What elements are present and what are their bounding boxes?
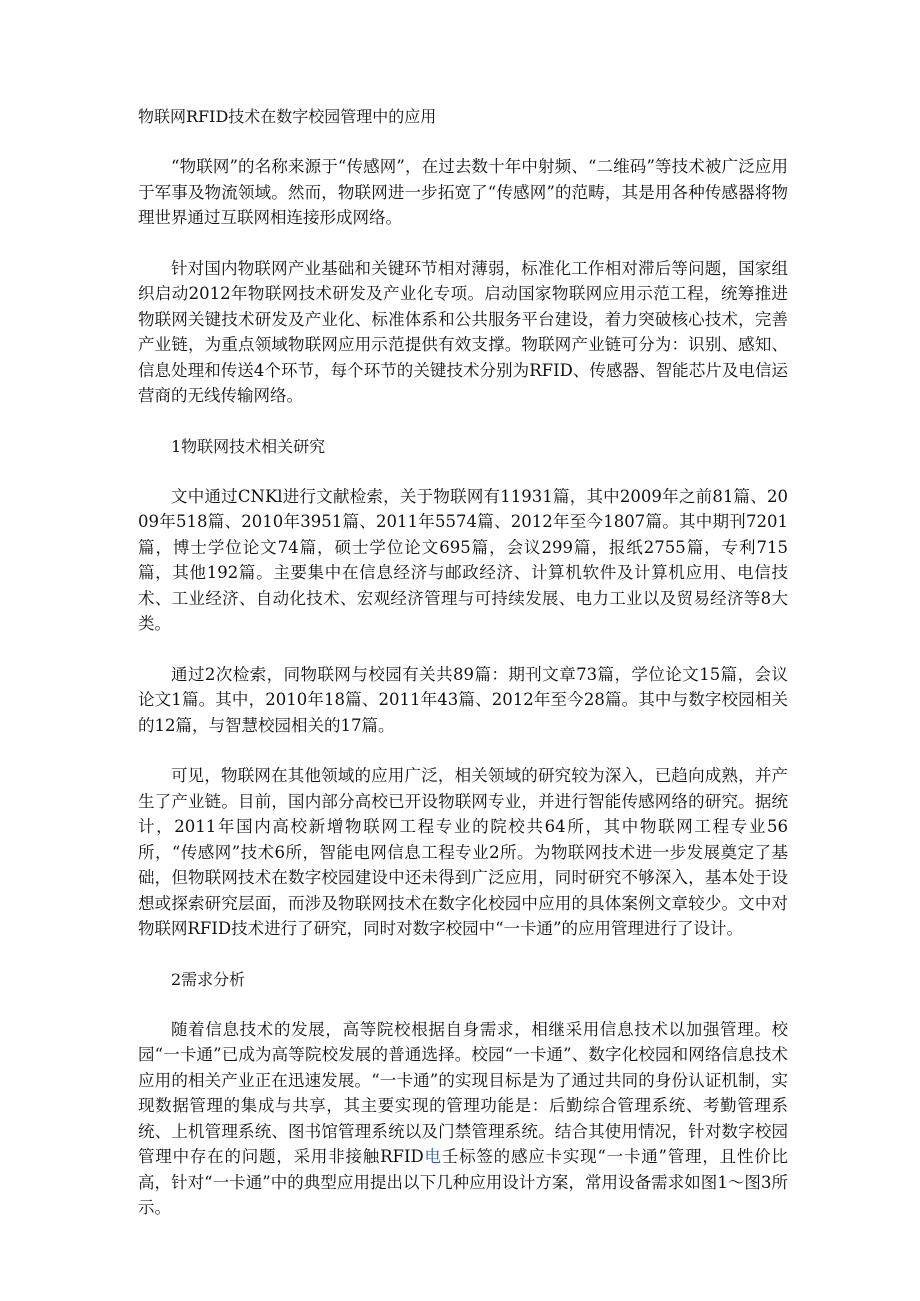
requirement-text-before-link: 随着信息技术的发展，高等院校根据自身需求，相继采用信息技术以加强管理。校园“一卡通”已成为高等院校发展的普通选择。校园“一卡通”、数字化校园和网络信息技术应用的相关产业正在迅速发展。“一卡通”的实现目标是为了通过共同的身份认证机制，实现数据管理的集成与共享，其主要实现的管理功能是：后勤综合管理系统、考勤管理系统、上机管理系统、图书馆管理系统以及门禁管理系统。结合其使用情况，针对数字校园管理中存在的问题，采用非接触RFID <box>138 1019 788 1166</box>
intro-paragraph: “物联网”的名称来源于“传感网”，在过去数十年中射频、“二维码”等技术被广泛应用于军事及物流领域。然而，物联网进一步拓宽了“传感网”的范畴，其是用各种传感器将物理世界通过互联网相连接形成网络。 <box>138 157 788 227</box>
requirement-text-after-link: 壬标签的感应卡实现“一卡通”管理，且性价比高，针对“一卡通”中的典型应用提出以下几种应用设计方案，常用设备需求如图1～图3所示。 <box>138 1147 789 1217</box>
literature-search-paragraph: 文中通过CNKl进行文献检索，关于物联网有11931篇，其中2009年之前81篇、2009年518篇、2010年3951篇、2011年5574篇、2012年至今1807篇。其中期刊7201篇，博士学位论文74篇，硕士学位论文695篇，会议299篇，报纸2755篇，专利715篇，其他192篇。主要集中在信息经济与邮政经济、计算机软件及计算机应用、电信技术、工业经济、自动化技术、宏观经济管理与可持续发展、电力工业以及贸易经济等8大类。 <box>138 486 788 633</box>
second-search-paragraph: 通过2次检索，同物联网与校园有关共89篇：期刊文章73篇，学位论文15篇，会议论文1篇。其中，2010年18篇、2011年43篇、2012年至今28篇。其中与数字校园相关的12篇，与智慧校园相关的17篇。 <box>138 664 788 735</box>
document-page <box>138 105 788 1246</box>
section-1-heading: 1物联网技术相关研究 <box>171 436 326 456</box>
document-title: 物联网RFID技术在数字校园管理中的应用 <box>138 107 437 126</box>
research-status-paragraph: 可见，物联网在其他领域的应用广泛，相关领域的研究较为深入，已趋向成熟，并产生了产业链。目前，国内部分高校已开设物联网专业，并进行智能传感网络的研究。据统计，2011年国内高校新增物联网工程专业的院校共64所，其中物联网工程专业56所，“传感网”技术6所，智能电网信息工程专业2所。为物联网技术进一步发展奠定了基础，但物联网技术在数字校园建设中还未得到广泛应用，同时研究不够深入，基本处于设想或探索研究层面，而涉及物联网技术在数字化校园中应用的具体案例文章较少。文中对物联网RFID技术进行了研究，同时对数字校园中“一卡通”的应用管理进行了设计。 <box>138 766 788 938</box>
section-2-heading: 2需求分析 <box>171 969 246 989</box>
inline-link[interactable]: 电 <box>423 1147 442 1166</box>
requirement-analysis-paragraph <box>138 1017 788 1221</box>
background-paragraph: 针对国内物联网产业基础和关键环节相对薄弱，标准化工作相对滞后等问题，国家组织启动2012年物联网技术研发及产业化专项。启动国家物联网应用示范工程，统筹推进物联网关键技术研发及产业化、标准体系和公共服务平台建设，着力突破核心技术，完善产业链，为重点领域物联网应用示范提供有效支撑。物联网产业链可分为：识别、感知、信息处理和传送4个环节，每个环节的关键技术分别为RFID、传感器、智能芯片及电信运营商的无线传输网络。 <box>138 258 788 405</box>
